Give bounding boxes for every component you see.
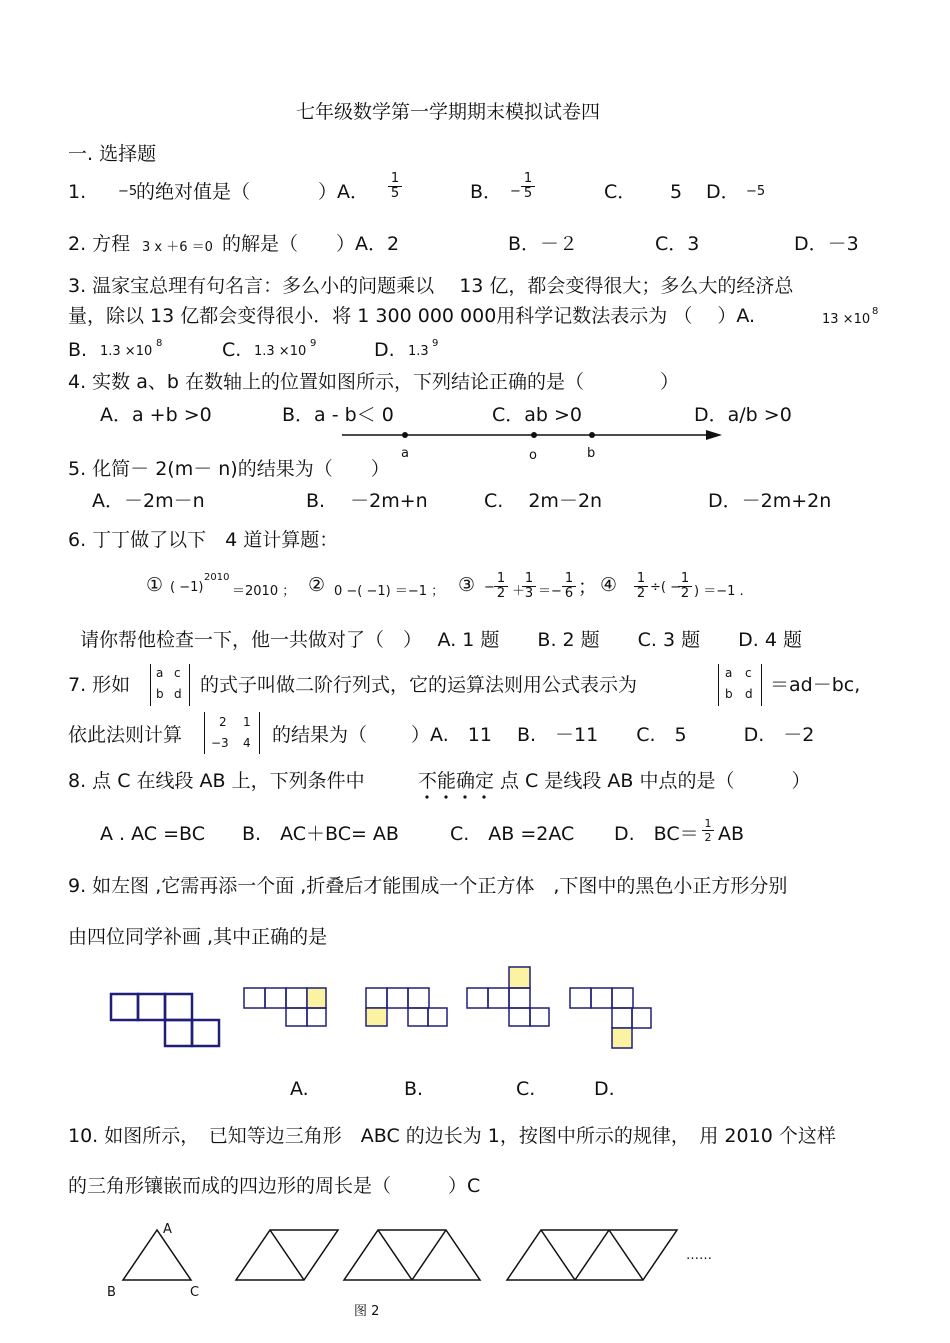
q7-mid: 的式子叫做二阶行列式，它的运算法则用公式表示为 [200,674,638,696]
q6-calc1-marker: ① [146,574,164,596]
q6-calc3-plus: ＋ [512,584,526,599]
q5-stem: 5. 化简－ 2(m－ n)的结果为（ ） [68,458,390,480]
q6-calc4-frac1: $\frac{1}{2}$ [634,572,648,601]
q1-opt-b: B． [470,181,503,203]
q3-opt-a: 13 ×10 [822,312,871,327]
q6-ask: 请你帮他检查一下，他一共做对了（ ） A. 1 题 B. 2 题 C. 3 题 D. 4 题 [80,629,802,651]
q1-val-c: 5 [670,181,683,203]
page-title: 七年级数学第一学期期末模拟试卷四 [296,101,601,123]
q6-calc3-marker: ③ [458,574,476,596]
q3-opt-b-label: B. [68,339,88,361]
q4-stem: 4. 实数 a、b 在数轴上的位置如图所示，下列结论正确的是（ ） [68,371,679,393]
q5-opt-b: B. －2m+n [306,490,428,512]
q3-opt-b: 1.3 ×10 [100,344,153,359]
q6-calc4-frac2: $\frac{1}{2}$ [678,572,692,601]
number-line-label-a: a [401,446,409,461]
q4-opt-b: B．a - b＜ 0 [282,404,394,426]
q1-neg5: −5 [118,184,138,199]
q1-paren: ）A． [318,181,369,203]
q4-opt-d: D．a/b >0 [694,404,792,426]
q1-minus: − [510,184,521,199]
q8-opt-a: A . AC =BC [100,823,205,845]
net-label-c: C. [516,1078,536,1100]
q7-line2-end: 的结果为（ ）A. 11 B. －11 C. 5 D. －2 [272,724,815,746]
q4-opt-a: A．a +b >0 [100,404,212,426]
q6-calc4-div: ÷( − [650,580,681,595]
q6-calc3-frac1: $\frac{1}{2}$ [494,572,508,601]
triangle-abc [123,1230,191,1280]
q5-opt-a: A．－2m－n [92,490,205,512]
q1-stem: 的绝对值是（ [136,181,251,203]
q6-calc3-frac3: $\frac{1}{6}$ [562,572,576,601]
q6-calc2: 0 −( −1) ＝−1 ； [334,584,445,599]
q2-opt-d: D．－3 [794,233,859,255]
q6-calc3-frac2: $\frac{1}{3}$ [522,572,536,601]
q3-opt-a-exp: 8 [872,306,879,317]
q5-opt-d: D．－2m+2n [708,490,832,512]
q8-opt-d: D. BC＝ [614,823,699,845]
q3-opt-b-exp: 8 [156,338,163,349]
q8-opt-c: C. AB =2AC [450,823,575,845]
section-heading: 一. 选择题 [68,143,157,165]
q1-val-d: −5 [746,184,766,199]
pattern-3 [344,1230,480,1280]
q3-opt-d-exp: 9 [432,338,439,349]
vertex-a: A [163,1222,172,1237]
q3-line2: 量，除以 13 亿都会变得很小．将 1 300 000 000用科学记数法表示为 （ ）A. [68,305,756,327]
q10-line1: 10. 如图所示， 已知等边三角形 ABC 的边长为 1，按图中所示的规律， 用 2010 个这样 [68,1125,836,1147]
q7-start: 7. 形如 [68,674,131,696]
number-line-label-b: b [587,446,596,461]
q6-calc1-base: ( −1) [170,580,204,595]
q8-opt-d-frac: $\frac{1}{2}$ [702,817,714,844]
q3-opt-c-exp: 9 [310,338,317,349]
q7-line2-start: 依此法则计算 [68,724,183,746]
q6-calc1-exp: 2010 [204,572,230,583]
q1-opt-d: D． [706,181,740,203]
q2-stem: 的解是（ ）A．2 [222,233,400,255]
q8-opt-b: B. AC＋BC= AB [242,823,399,845]
q1-opt-c: C． [604,181,637,203]
q2-opt-c: C．3 [655,233,700,255]
q1-frac-a: $\frac{1}{5}$ [388,172,402,201]
q2-opt-b: B．－２ [508,233,579,255]
q10-line2: 的三角形镶嵌而成的四边形的周长是（ ）C [68,1175,481,1197]
q4-opt-c: C．ab >0 [492,404,583,426]
q1-frac-b: $\frac{1}{5}$ [521,172,535,201]
figure-caption: 图 2 [354,1304,380,1319]
q3-opt-c: 1.3 ×10 [254,344,307,359]
q6-calc2-marker: ② [308,574,326,596]
q9-line2: 由四位同学补画 ,其中正确的是 [68,926,328,948]
determinant-numeric: 2 1 −3 4 [204,712,260,754]
q3-opt-d: 1.3 [408,344,429,359]
q1-number: 1. [68,181,87,203]
net-label-d: D. [594,1078,615,1100]
q6-calc3-eq: ＝− [538,584,562,599]
vertex-b: B [107,1285,116,1300]
q6-calc4-marker: ④ [600,574,618,596]
q6-calc3-minus: − [484,580,495,595]
q8-stem-a: 8. 点 C 在线段 AB 上，下列条件中 [68,770,365,792]
q8-emphasis: 不能确定 [418,770,495,792]
q6-calc3-end: ； [578,576,598,598]
q6-calc1-rhs: ＝2010 ； [232,584,296,599]
q3-opt-c-label: C. [222,339,242,361]
pattern-ellipsis: …… [686,1248,712,1263]
determinant-abcd-1: a c b d [150,664,190,706]
number-line-label-o: o [529,448,537,463]
q2-number: 2. 方程 [68,233,131,255]
q8-stem-b: 点 C 是线段 AB 中点的是（ ） [500,770,811,792]
q3-line1: 3. 温家宝总理有句名言：多么小的问题乘以 13 亿，都会变得很大；多么大的经济总 [68,275,794,297]
net-label-b: B. [404,1078,424,1100]
q2-equation: 3 x ＋6 ＝0 [142,240,213,255]
q3-opt-d-label: D. [374,339,395,361]
q5-opt-c: C. 2m－2n [484,490,603,512]
q6-stem: 6. 丁丁做了以下 4 道计算题： [68,529,339,551]
q6-calc4-end: ) ＝−1 . [694,584,744,599]
determinant-abcd-2: a c b d [718,664,762,706]
q7-rule: ＝ad－bc, [770,674,861,696]
q9-line1: 9. 如左图 ,它需再添一个面 ,折叠后才能围成一个正方体 ,下图中的黑色小正方形分别 [68,875,788,897]
vertex-c: C [190,1285,200,1300]
q8-opt-d-end: AB [718,823,745,845]
net-label-a: A. [290,1078,309,1100]
